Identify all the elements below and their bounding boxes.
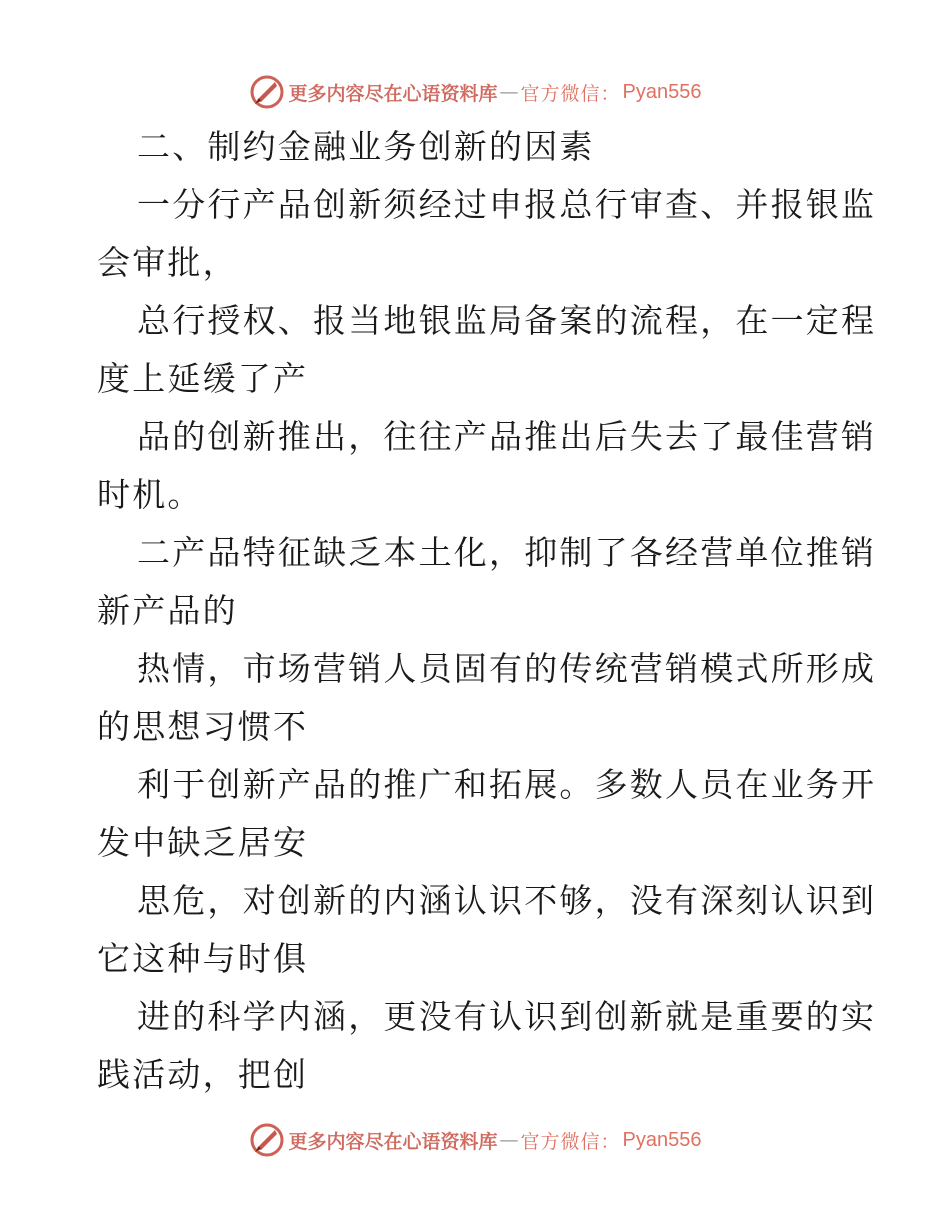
paragraph-line: 利于创新产品的推广和拓展。多数人员在业务开 [137, 765, 877, 804]
section-heading: 二、制约金融业务创新的因素 [137, 127, 595, 166]
quill-pen-logo-icon [249, 1122, 285, 1158]
paragraph-line: 进的科学内涵，更没有认识到创新就是重要的实 [137, 997, 877, 1036]
paragraph-line: 它这种与时俱 [97, 939, 309, 978]
footer-wechat-id: Pyan556 [622, 1128, 702, 1151]
paragraph-line: 发中缺乏居安 [97, 823, 309, 862]
header-promo-text: 更多内容尽在心语资料库 [288, 82, 498, 105]
header-separator: — [499, 81, 519, 103]
paragraph-line: 的思想习惯不 [97, 707, 309, 746]
footer-banner [0, 1120, 950, 1160]
header-wechat-label: 官方微信： [520, 82, 621, 105]
paragraph-line: 度上延缓了产 [97, 359, 309, 398]
paragraph-line: 思危，对创新的内涵认识不够，没有深刻认识到 [137, 881, 877, 920]
footer-promo-text: 更多内容尽在心语资料库 [288, 1130, 498, 1153]
paragraph-line: 品的创新推出，往往产品推出后失去了最佳营销 [137, 417, 877, 456]
paragraph-line: 热情，市场营销人员固有的传统营销模式所形成 [137, 649, 877, 688]
paragraph-line: 二产品特征缺乏本土化，抑制了各经营单位推销 [137, 533, 877, 572]
quill-pen-logo-icon [249, 74, 285, 110]
document-body [97, 118, 877, 1104]
paragraph-line: 总行授权、报当地银监局备案的流程，在一定程 [137, 301, 877, 340]
footer-separator: — [499, 1129, 519, 1151]
paragraph-line: 时机。 [97, 475, 203, 514]
paragraph-line: 践活动，把创 [97, 1055, 309, 1094]
header-banner [0, 72, 950, 112]
paragraph-line: 新产品的 [97, 591, 238, 630]
footer-wechat-label: 官方微信： [520, 1130, 621, 1153]
paragraph-line: 一分行产品创新须经过申报总行审查、并报银监 [137, 185, 877, 224]
header-wechat-id: Pyan556 [622, 80, 702, 103]
paragraph-line: 会审批， [97, 243, 238, 282]
